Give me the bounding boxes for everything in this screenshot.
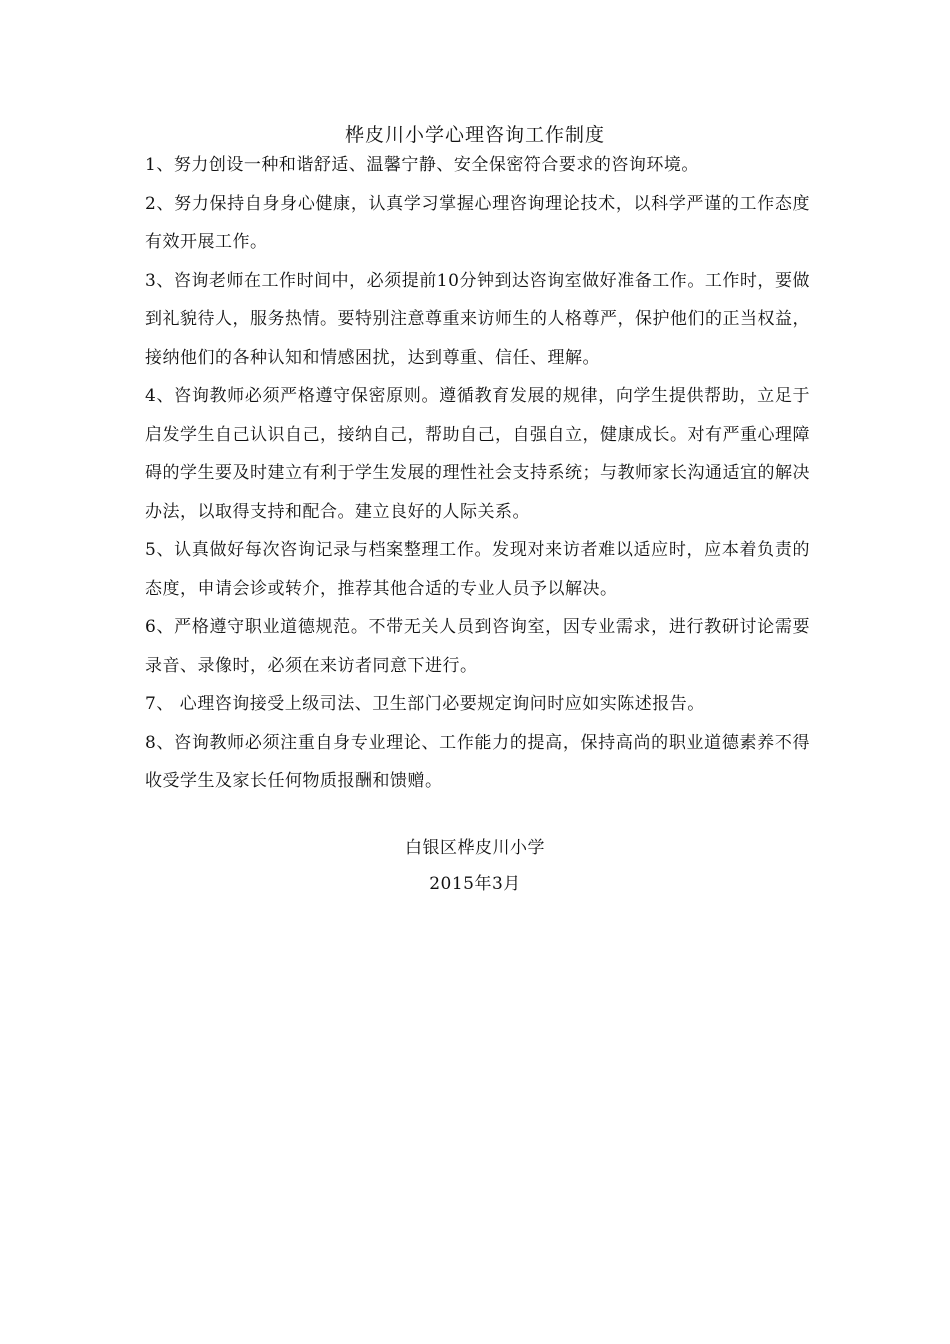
rule-paragraph-3: 3、咨询老师在工作时间中，必须提前10分钟到达咨询室做好准备工作。工作时，要做到礼貌待人，服务热情。要特别注意尊重来访师生的人格尊严，保护他们的正当权益，接纳他们的各种认知和情感困扰，达到尊重、信任、理解。 [145,270,810,368]
signature-block [0,830,950,902]
signature-date: 2015年3月 [429,874,521,894]
rule-paragraph-6: 6、严格遵守职业道德规范。不带无关人员到咨询室，因专业需求，进行教研讨论需要录音、录像时，必须在来访者同意下进行。 [145,617,810,676]
document-title: 桦皮川小学心理咨询工作制度 [344,124,605,146]
rule-paragraph-1: 1、努力创设一种和谐舒适、温馨宁静、安全保密符合要求的咨询环境。 [145,155,699,175]
rule-paragraph-4: 4、咨询教师必须严格遵守保密原则。遵循教育发展的规律，向学生提供帮助，立足于启发学生自己认识自己，接纳自己，帮助自己，自强自立，健康成长。对有严重心理障碍的学生要及时建立有利于学生发展的理性社会支持系统；与教师家长沟通适宜的解决办法，以取得支持和配合。建立良好的人际关系。 [145,386,810,522]
rule-paragraph-5: 5、认真做好每次咨询记录与档案整理工作。发现对来访者难以适应时，应本着负责的态度，申请会诊或转介，推荐其他合适的专业人员予以解决。 [145,540,810,599]
rule-paragraph-7: 7、 心理咨询接受上级司法、卫生部门必要规定询问时应如实陈述报告。 [145,694,705,714]
document-body [145,146,810,801]
rule-paragraph-8: 8、咨询教师必须注重自身专业理论、工作能力的提高，保持高尚的职业道德素养不得收受学生及家长任何物质报酬和馈赠。 [145,732,810,791]
signature-organization: 白银区桦皮川小学 [405,838,545,858]
rule-paragraph-2: 2、努力保持自身身心健康，认真学习掌握心理咨询理论技术，以科学严谨的工作态度有效开展工作。 [145,193,810,252]
